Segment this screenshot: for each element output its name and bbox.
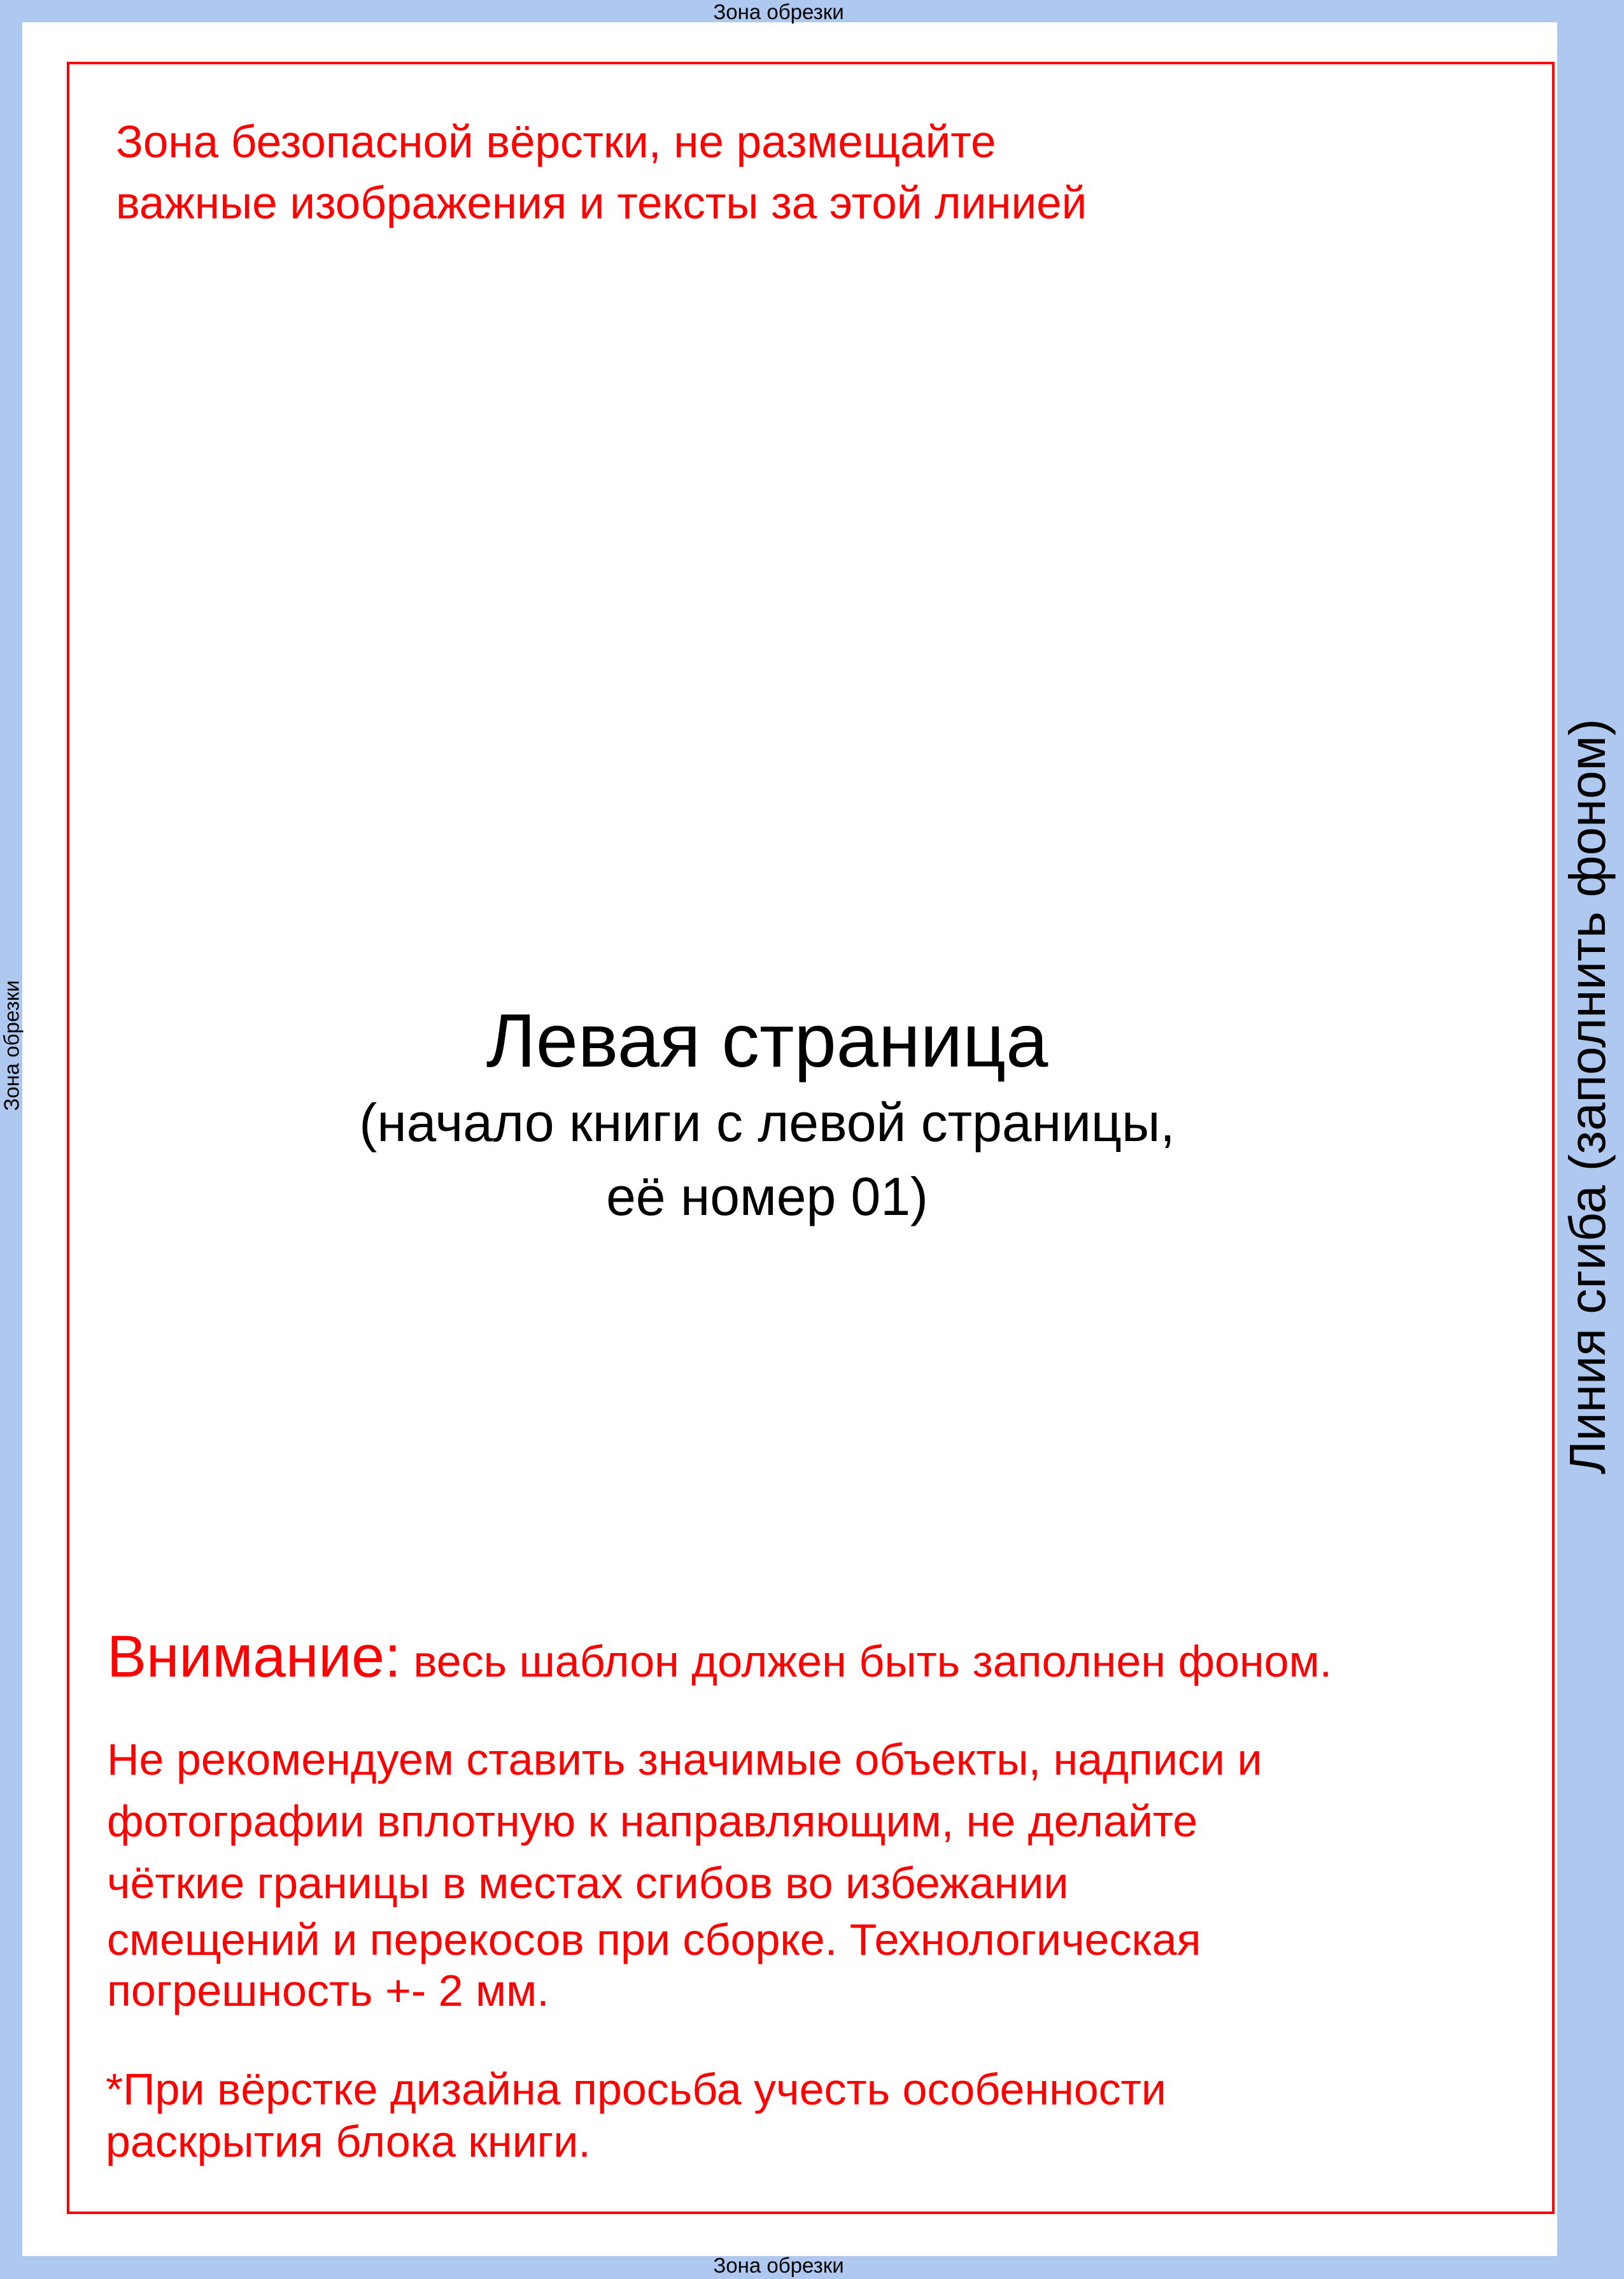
attention-text: весь шаблон должен быть заполнен фоном. (400, 1636, 1332, 1686)
trim-label-left: Зона обрезки (0, 980, 24, 1111)
page-subtitle-line-1: (начало книги с левой страницы, (359, 1093, 1175, 1153)
safe-zone-note (116, 112, 1087, 234)
recommendation-line: Не рекомендуем ставить значимые объекты, надписи и (107, 1735, 1262, 1784)
safe-zone-note-line-1: Зона безопасной вёрстки, не размещайте (116, 117, 996, 167)
page-title: Левая страница (486, 998, 1049, 1083)
recommendation-note (107, 1729, 1262, 2016)
page-title-block (67, 997, 1467, 1233)
page-subtitle-line-2: её номер 01) (606, 1167, 928, 1226)
layout-note-line-1: *При вёрстке дизайна просьба учесть особенности (106, 2064, 1166, 2114)
recommendation-line: погрешность +- 2 мм. (107, 1966, 549, 2015)
bleed-zone-left (0, 0, 22, 2279)
safe-zone-note-line-2: важные изображения и тексты за этой линией (116, 178, 1087, 229)
layout-note (106, 2063, 1166, 2168)
trim-label-top: Зона обрезки (713, 0, 844, 24)
recommendation-line: фотографии вплотную к направляющим, не делайте (107, 1796, 1198, 1846)
attention-heading: Внимание: (107, 1623, 401, 1689)
trim-label-bottom: Зона обрезки (713, 2254, 844, 2277)
layout-note-line-2: раскрытия блока книги. (106, 2117, 591, 2166)
fold-line-label: Линия сгиба (заполнить фоном) (1559, 718, 1616, 1475)
recommendation-line: чёткие границы в местах сгибов во избежании (107, 1858, 1069, 1908)
recommendation-line: смещений и перекосов при сборке. Технологическая (107, 1915, 1201, 1964)
attention-note (107, 1622, 1332, 1691)
